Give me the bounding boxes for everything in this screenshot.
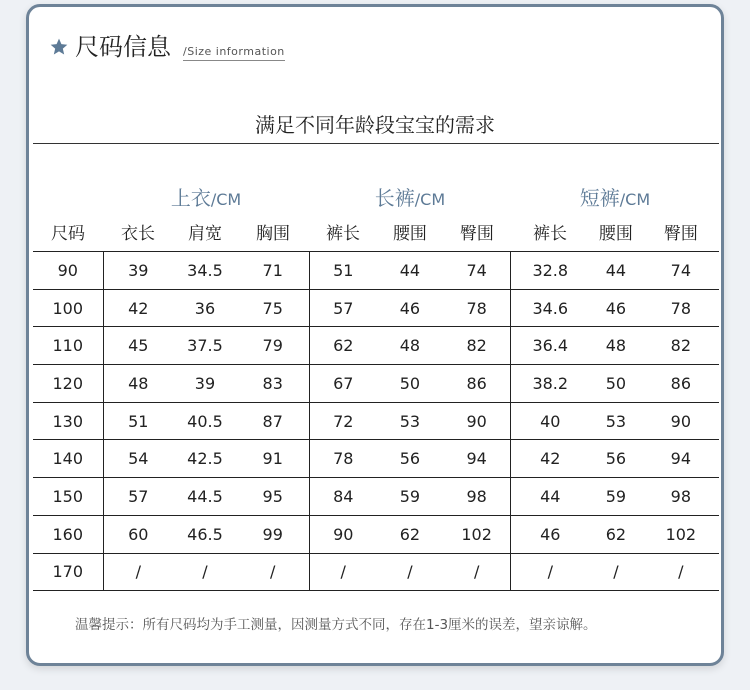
table-cell: 44.5 <box>173 478 237 516</box>
table-cell: 57 <box>309 289 377 327</box>
table-cell: 87 <box>237 402 309 440</box>
table-row <box>33 252 719 290</box>
table-cell: / <box>643 553 719 591</box>
tip-note: 温馨提示：所有尺码均为手工测量，因测量方式不同，存在1-3厘米的误差，望亲谅解。 <box>75 617 597 633</box>
column-header: 臀围 <box>643 211 719 252</box>
table-row <box>33 402 719 440</box>
table-cell: 99 <box>237 515 309 553</box>
table-cell: 94 <box>643 440 719 478</box>
table-cell: 83 <box>237 365 309 403</box>
column-header: 腰围 <box>589 211 643 252</box>
table-cell: 84 <box>309 478 377 516</box>
table-row <box>33 515 719 553</box>
table-cell: 74 <box>643 252 719 290</box>
table-cell: 72 <box>309 402 377 440</box>
group-unit: /CM <box>210 190 242 209</box>
size-cell: 110 <box>33 327 103 365</box>
column-header: 裤长 <box>511 211 589 252</box>
table-cell: 32.8 <box>511 252 589 290</box>
table-cell: 71 <box>237 252 309 290</box>
table-cell: 59 <box>589 478 643 516</box>
table-cell: 56 <box>377 440 443 478</box>
table-cell: 98 <box>443 478 511 516</box>
size-cell: 130 <box>33 402 103 440</box>
table-cell: 90 <box>443 402 511 440</box>
size-cell: 140 <box>33 440 103 478</box>
table-cell: / <box>309 553 377 591</box>
table-cell: 46 <box>377 289 443 327</box>
group-header-row <box>33 181 719 211</box>
table-cell: 51 <box>103 402 173 440</box>
group-name: 上衣 <box>170 186 211 210</box>
column-header: 臀围 <box>443 211 511 252</box>
table-cell: 48 <box>589 327 643 365</box>
table-cell: 36 <box>173 289 237 327</box>
page-subtitle: /Size information <box>183 45 285 61</box>
table-cell: 50 <box>377 365 443 403</box>
table-cell: 102 <box>643 515 719 553</box>
table-cell: 62 <box>589 515 643 553</box>
table-body <box>33 252 719 591</box>
table-cell: 86 <box>443 365 511 403</box>
table-cell: 46 <box>589 289 643 327</box>
table-cell: / <box>103 553 173 591</box>
table-cell: 78 <box>643 289 719 327</box>
table-cell: 51 <box>309 252 377 290</box>
table-row <box>33 553 719 591</box>
table-row <box>33 478 719 516</box>
table-cell: 50 <box>589 365 643 403</box>
table-cell: 94 <box>443 440 511 478</box>
table-cell: 38.2 <box>511 365 589 403</box>
table-cell: 62 <box>309 327 377 365</box>
column-header-row <box>33 211 719 252</box>
table-cell: 46 <box>511 515 589 553</box>
star-icon <box>49 37 69 57</box>
table-cell: 42 <box>511 440 589 478</box>
table-row <box>33 327 719 365</box>
table-cell: 82 <box>643 327 719 365</box>
size-cell: 170 <box>33 553 103 591</box>
table-cell: 102 <box>443 515 511 553</box>
table-cell: 40.5 <box>173 402 237 440</box>
table-cell: / <box>377 553 443 591</box>
table-cell: 75 <box>237 289 309 327</box>
table-cell: 74 <box>443 252 511 290</box>
table-cell: 46.5 <box>173 515 237 553</box>
group-name: 短裤 <box>579 186 620 210</box>
table-cell: 78 <box>309 440 377 478</box>
table-cell: 54 <box>103 440 173 478</box>
column-header: 胸围 <box>237 211 309 252</box>
table-cell: 42.5 <box>173 440 237 478</box>
page-title: 尺码信息 <box>75 33 171 61</box>
table-cell: 78 <box>443 289 511 327</box>
table-cell: 53 <box>589 402 643 440</box>
group-header-top <box>103 181 309 211</box>
size-info-card <box>26 4 724 666</box>
table-cell: 95 <box>237 478 309 516</box>
table-cell: 53 <box>377 402 443 440</box>
table-cell: 82 <box>443 327 511 365</box>
table-cell: 40 <box>511 402 589 440</box>
table-cell: 39 <box>173 365 237 403</box>
table-cell: 44 <box>589 252 643 290</box>
table-cell: 36.4 <box>511 327 589 365</box>
group-header-pants <box>309 181 511 211</box>
table-cell: 48 <box>103 365 173 403</box>
group-name: 长裤 <box>374 186 415 210</box>
column-header: 衣长 <box>103 211 173 252</box>
table-cell: 44 <box>377 252 443 290</box>
table-cell: 56 <box>589 440 643 478</box>
group-unit: /CM <box>619 190 651 209</box>
table-cell: / <box>511 553 589 591</box>
table-row <box>33 440 719 478</box>
table-cell: 42 <box>103 289 173 327</box>
column-header: 裤长 <box>309 211 377 252</box>
table-cell: 34.6 <box>511 289 589 327</box>
column-header: 腰围 <box>377 211 443 252</box>
tagline: 满足不同年龄段宝宝的需求 <box>255 113 495 137</box>
size-table <box>33 181 719 591</box>
table-cell: 79 <box>237 327 309 365</box>
divider <box>33 143 719 144</box>
table-cell: 86 <box>643 365 719 403</box>
section-header <box>49 33 285 61</box>
table-cell: 90 <box>643 402 719 440</box>
table-cell: 45 <box>103 327 173 365</box>
table-row <box>33 365 719 403</box>
size-cell: 90 <box>33 252 103 290</box>
table-cell: / <box>589 553 643 591</box>
column-header: 尺码 <box>33 211 103 252</box>
table-cell: 59 <box>377 478 443 516</box>
table-cell: 34.5 <box>173 252 237 290</box>
table-row <box>33 289 719 327</box>
group-unit: /CM <box>414 190 446 209</box>
table-cell: 44 <box>511 478 589 516</box>
table-cell: 62 <box>377 515 443 553</box>
table-cell: 37.5 <box>173 327 237 365</box>
table-cell: 91 <box>237 440 309 478</box>
table-cell: / <box>173 553 237 591</box>
table-cell: 48 <box>377 327 443 365</box>
size-cell: 120 <box>33 365 103 403</box>
table-cell: / <box>443 553 511 591</box>
table-cell: 57 <box>103 478 173 516</box>
table-cell: 67 <box>309 365 377 403</box>
column-header: 肩宽 <box>173 211 237 252</box>
group-header-shorts <box>511 181 719 211</box>
size-cell: 160 <box>33 515 103 553</box>
size-cell: 100 <box>33 289 103 327</box>
table-cell: 98 <box>643 478 719 516</box>
table-cell: / <box>237 553 309 591</box>
table-cell: 39 <box>103 252 173 290</box>
group-header-empty <box>33 181 103 211</box>
table-cell: 60 <box>103 515 173 553</box>
table-cell: 90 <box>309 515 377 553</box>
size-cell: 150 <box>33 478 103 516</box>
